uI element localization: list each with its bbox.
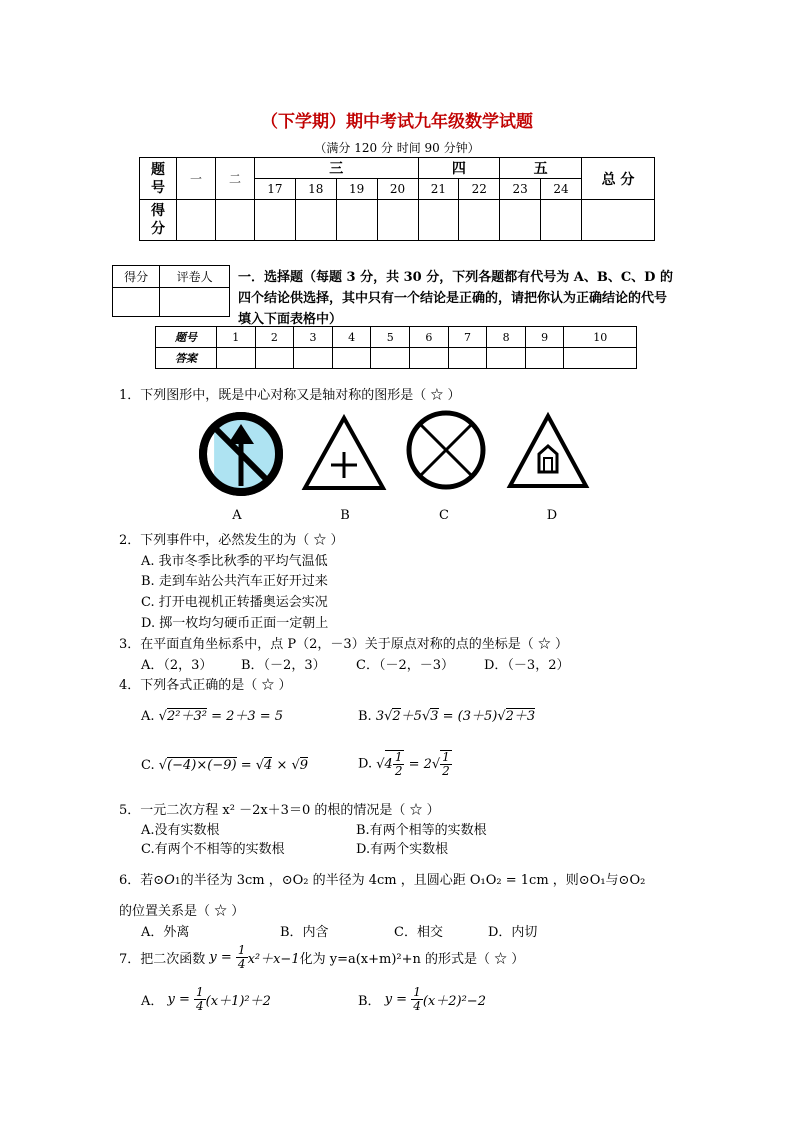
q2-option-b: B. 走到车站公共汽车正好开过来 [141,574,328,589]
score-subcol: 19 [336,179,377,200]
answer-col: 10 [564,327,637,348]
section1-heading: 一．选择题（每题 3 分，共 30 分，下列各题都有代号为 A、B、C、D 的四个结论供选择，其中只有一个结论是正确的，请把你认为正确结论的代号填入下面表格中） [238,270,673,327]
score-cell[interactable] [418,200,459,241]
q1-label-c: C [439,508,449,523]
answer-col: 2 [255,327,294,348]
grader-score-cell[interactable] [113,288,160,317]
score-group-5: 五 [500,158,582,179]
q5-option-c: C.有两个不相等的实数根 [141,842,285,857]
q6-option-b: B．内含 [280,925,329,940]
q5-option-a: A.没有实数根 [141,823,220,838]
answer-row-label-tihao: 题号 [156,327,217,348]
q5-option-b: B.有两个相等的实数根 [356,823,487,838]
answer-row-label-daan: 答案 [156,348,217,369]
score-cell[interactable] [582,200,655,241]
score-group-3: 三 [255,158,419,179]
score-cell[interactable] [541,200,582,241]
score-subcol: 22 [459,179,500,200]
grader-name-cell[interactable] [160,288,230,317]
score-cell[interactable] [295,200,336,241]
answer-cell[interactable] [255,348,294,369]
answer-col: 7 [448,327,487,348]
score-table-label-tihao: 题号 [140,158,177,200]
q1-label-d: D [546,508,558,523]
score-subcol: 17 [255,179,296,200]
q1-label-b: B [340,508,350,523]
answer-cell[interactable] [564,348,637,369]
score-subcol: 23 [500,179,541,200]
q4-b-formula: 3√2＋5√3 = (3＋5)√2＋3 [375,709,536,724]
figure-b-triangle-plus [305,418,383,488]
answer-cell[interactable] [448,348,487,369]
figure-c-circle-cross [409,413,483,487]
q7-option-a: A． y = $\frac{1}{4}$ (x＋1)²＋2 [141,985,271,1013]
q2-option-c: C. 打开电视机正转播奥运会实况 [141,595,328,610]
q3-option-c: C．（－2，－3） [356,658,454,673]
q3-option-a: A．（2，3） [141,658,213,673]
q2-option-d: D. 掷一枚均匀硬币正面一定朝上 [141,616,329,631]
score-subcol: 18 [295,179,336,200]
answer-cell[interactable] [217,348,256,369]
score-subcol: 21 [418,179,459,200]
grader-table [112,265,230,317]
question-4: 4．下列各式正确的是（ ☆ ） [119,678,292,693]
score-table [139,157,655,241]
score-total: 总 分 [582,158,655,200]
score-subcol: 24 [541,179,582,200]
score-table-label-defen: 得分 [140,200,177,241]
q6-option-d: D．内切 [488,925,538,940]
question-6-line-1: 6．若⊙O1的半径为 3cm ，⊙O₂ 的半径为 4cm ，且圆心距 O₁O₂ = 1cm ，则⊙O₁与⊙O₂ [119,873,646,888]
question-2: 2．下列事件中，必然发生的为（ ☆ ） [119,533,344,548]
grader-score-label: 得分 [113,266,160,288]
answer-col: 1 [217,327,256,348]
q4-c-formula: √(−4)×(−9) = √4 × √9 [158,758,309,773]
score-subcol: 20 [377,179,418,200]
answer-col: 5 [371,327,410,348]
answer-col: 9 [525,327,564,348]
q2-option-a: A. 我市冬季比秋季的平均气温低 [141,554,328,569]
question-6-line-2: 的位置关系是（ ☆ ） [119,904,245,919]
q1-figures [195,408,595,500]
q4-option-a: A. √2²＋3² = 2＋3 = 5 [141,709,284,724]
question-1: 1．下列图形中，既是中心对称又是轴对称的图形是（ ☆ ） [119,388,461,403]
answer-col: 3 [294,327,333,348]
answer-col: 4 [332,327,371,348]
answer-col: 8 [487,327,526,348]
answer-cell[interactable] [525,348,564,369]
score-col-1: 一 [177,158,216,200]
q3-option-b: B．（－2，3） [241,658,326,673]
q5-option-d: D.有两个实数根 [356,842,449,857]
score-cell[interactable] [377,200,418,241]
q6-option-a: A．外离 [141,925,190,940]
score-cell[interactable] [336,200,377,241]
answer-cell[interactable] [371,348,410,369]
answer-cell[interactable] [410,348,449,369]
score-group-4: 四 [418,158,500,179]
question-3: 3．在平面直角坐标系中，点 P（2，－3）关于原点对称的点的坐标是（ ☆ ） [119,637,568,652]
answer-table [155,326,637,369]
q4-a-formula: √2²＋3² = 2＋3 = 5 [158,709,284,724]
q7-option-b: B． y = $\frac{1}{4}$ (x＋2)²−2 [358,985,486,1013]
answer-cell[interactable] [332,348,371,369]
figure-a-no-entry-sign [203,416,279,492]
score-cell[interactable] [216,200,255,241]
page-subtitle: （满分 120 分 时间 90 分钟） [314,141,480,155]
question-5: 5．一元二次方程 x² －2x＋3＝0 的根的情况是（ ☆ ） [119,803,440,818]
question-7: 7．把二次函数 y = $\frac{1}{4}$ x²＋x−1 化为 y=a(x+m)²+n 的形式是（ ☆ ） [119,943,525,971]
q3-option-d: D．（－3，2） [484,658,570,673]
score-cell[interactable] [255,200,296,241]
answer-cell[interactable] [294,348,333,369]
score-col-2: 二 [216,158,255,200]
q1-label-a: A [232,508,242,523]
grader-name-label: 评卷人 [160,266,230,288]
answer-col: 6 [410,327,449,348]
score-cell[interactable] [177,200,216,241]
score-cell[interactable] [459,200,500,241]
page-title: （下学期）期中考试九年级数学试题 [261,112,533,132]
figure-d-triangle-house [510,416,586,486]
q6-option-c: C．相交 [394,925,443,940]
answer-cell[interactable] [487,348,526,369]
score-cell[interactable] [500,200,541,241]
q4-d-formula: √ 4 $\frac{1}{2}$ = 2√ $\frac{1}{2}$ [376,750,450,778]
q4-option-c: C. √(−4)×(−9) = √4 × √9 [141,758,309,773]
q4-option-d: D. √ 4 $\frac{1}{2}$ = 2√ $\frac{1}{2}$ [358,750,450,778]
q4-option-b: B. 3√2＋5√3 = (3＋5)√2＋3 [358,709,536,724]
